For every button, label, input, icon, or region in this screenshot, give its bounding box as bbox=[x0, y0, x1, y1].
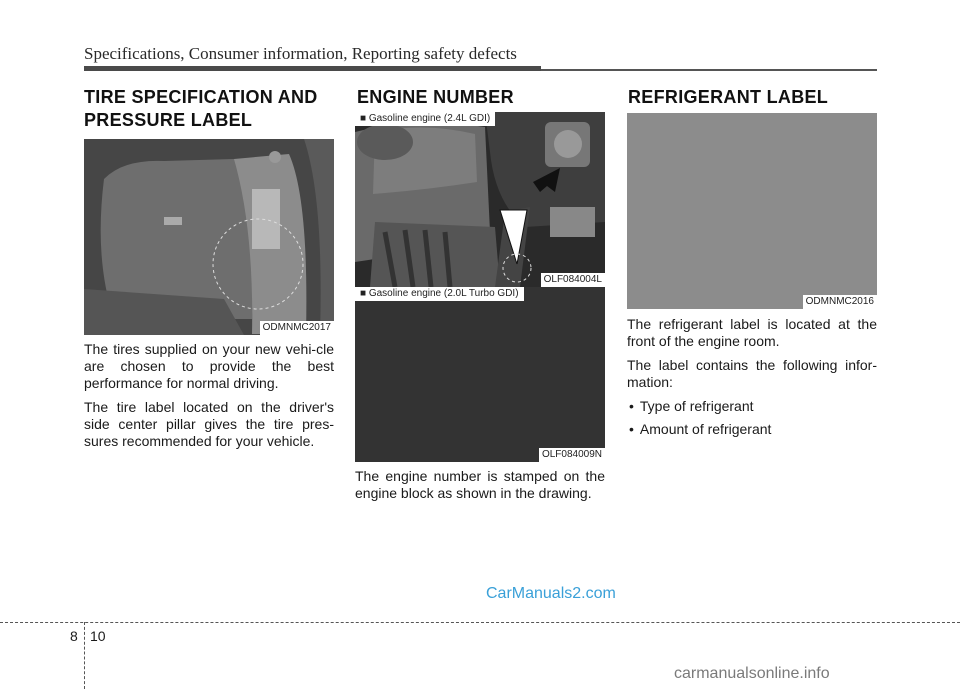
section-engine-number bbox=[357, 86, 607, 109]
section-tire-label bbox=[84, 86, 334, 132]
image-code-20l-turbo: OLF084009N bbox=[539, 448, 605, 462]
refrigerant-text bbox=[627, 316, 877, 444]
list-item: • Amount of refrigerant bbox=[627, 421, 877, 438]
refrigerant-info-list bbox=[627, 398, 877, 438]
watermark-link[interactable]: CarManuals2.com bbox=[486, 585, 616, 602]
engine-paragraph-1: The engine number is stamped on the engine block as shown in the drawing. bbox=[355, 468, 605, 501]
image-code-tire: ODMNMC2017 bbox=[260, 321, 334, 335]
section-heading-tire-line2: PRESSURE LABEL bbox=[84, 110, 253, 130]
section-heading-refrigerant: REFRIGERANT LABEL bbox=[628, 87, 829, 107]
footer-divider bbox=[0, 622, 960, 623]
section-refrigerant-label bbox=[628, 86, 878, 109]
image-code-refrigerant: ODMNMC2016 bbox=[803, 295, 877, 309]
tire-paragraph-1: The tires supplied on your new vehi-cle are chosen to provide the best performance for normal driving. bbox=[84, 341, 334, 391]
page-number: 10 bbox=[90, 628, 106, 644]
footer-vertical-divider bbox=[84, 622, 85, 689]
engine-photo-24l bbox=[355, 112, 605, 287]
list-item: • Type of refrigerant bbox=[627, 398, 877, 415]
header-rule-thin bbox=[541, 69, 877, 71]
door-pillar-illustration bbox=[84, 139, 334, 335]
engine-24l-illustration bbox=[355, 112, 605, 287]
refrigerant-paragraph-1: The refrigerant label is located at the front of the engine room. bbox=[627, 316, 877, 349]
image-caption-24l: ■ Gasoline engine (2.4L GDI) bbox=[355, 112, 495, 126]
engine-text bbox=[355, 468, 605, 509]
image-caption-20l-turbo: ■ Gasoline engine (2.0L Turbo GDI) bbox=[355, 287, 524, 301]
site-credit: carmanualsonline.info bbox=[674, 665, 830, 682]
tire-text bbox=[84, 341, 334, 457]
refrigerant-paragraph-2: The label contains the following infor-mation: bbox=[627, 357, 877, 390]
chapter-number: 8 bbox=[70, 628, 78, 644]
image-code-24l: OLF084004L bbox=[541, 273, 605, 287]
header-rule-dark bbox=[84, 66, 541, 71]
section-heading-tire-line1: TIRE SPECIFICATION AND bbox=[84, 87, 318, 107]
tire-label-photo bbox=[84, 139, 334, 335]
page-header-title: Specifications, Consumer information, Reporting safety defects bbox=[84, 44, 517, 63]
tire-paragraph-2: The tire label located on the driver's side center pillar gives the tire pres-sures recommended for your vehicle. bbox=[84, 399, 334, 449]
refrigerant-label-photo bbox=[627, 113, 877, 309]
engine-photo-20l-turbo bbox=[355, 287, 605, 462]
section-heading-engine: ENGINE NUMBER bbox=[357, 87, 514, 107]
